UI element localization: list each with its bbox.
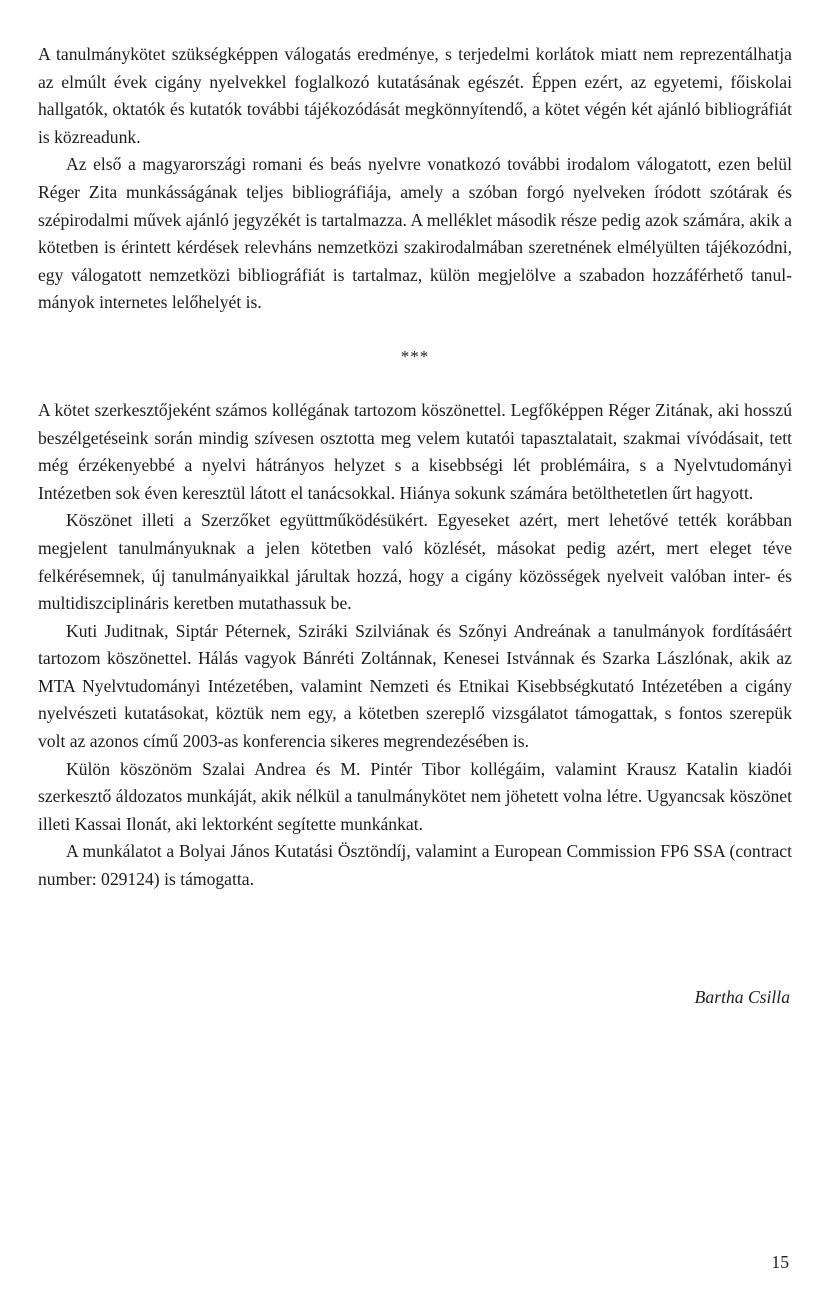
page-body	[38, 41, 792, 1008]
section-separator: ***	[400, 346, 430, 366]
paragraph-bibliography-intro: A tanulmánykötet szükségképpen válogatás eredménye, s terjedelmi korlátok miatt nem reprezentálhatja az elmúlt évek cigány nyelvekkel foglalkozó kutatásának egészét. Éppen ezért, az egyetemi, főiskolai hallgatók, oktatók és kutatók további tájékozódását megkönnyítendő, a kötet végén két ajánló bibliográfiát is közreadunk.	[38, 44, 792, 147]
author-signature: Bartha Csilla	[694, 986, 790, 1007]
paragraph-acknowledgement-authors: Köszönet illeti a Szerzőket együttműködésükért. Egyeseket azért, mert lehetővé tették korábban megjelent tanulmányuknak a jelen kötetben való közlését, másokat pedig azért, mert eleget téve felkérésemnek, új tanulmányaikkal járultak hozzá, hogy a cigány közösségek nyelveit valóban inter- és multidiszciplináris keretben mutathassuk be.	[38, 510, 792, 614]
paragraph-acknowledgement-reger: A kötet szerkesztőjeként számos kollégának tartozom köszönettel. Legfőképpen Réger Zitának, aki hosszú beszélgetéseink során mindig szívesen osztotta meg velem kutatói tapasztalatait, szakmai vívódásait, tett még érzékenyebbé a nyelvi hátrányos helyzet s a kisebbségi lét problémáira, s a Nyelvtudományi Intézetben sok éven keresztül látott el tanácsokkal. Hiánya sokunk számára betölthetetlen űrt hagyott.	[38, 399, 792, 503]
paragraph-acknowledgement-funding: A munkálatot a Bolyai János Kutatási Ösztöndíj, valamint a European Commission FP6 SSA (contract number: 029124) is támogatta.	[38, 841, 792, 890]
page-number: 15	[771, 1252, 789, 1272]
paragraph-acknowledgement-translators: Kuti Juditnak, Siptár Péternek, Sziráki Szilviának és Szőnyi Andreának a tanulmányok fordításáért tartozom köszönettel. Hálás vagyok Bánréti Zoltánnak, Kenesei Istvánnak és Szarka Lászlónak, akik az MTA Nyelvtudományi Intézetében, valamint Nemzeti és Etnikai Kisebbségkutató Intézetében a cigány nyelvészeti kutatásokat, köztük nem egy, a kötetben szereplő vizsgálatot támogattak, s fontos szerepük volt az azonos című 2003-as konferencia sikeres megrendezésében is.	[38, 620, 792, 752]
paragraph-acknowledgement-colleagues: Külön köszönöm Szalai Andrea és M. Pintér Tibor kollégáim, valamint Krausz Katalin kiadói szerkesztő áldozatos munkáját, akik nélkül a tanulmánykötet nem jöhetett volna létre. Ugyancsak köszönet illeti Kassai Ilonát, aki lektorként segítette munkánkat.	[38, 758, 792, 834]
paragraph-bibliography-details: Az első a magyarországi romani és beás nyelvre vonatkozó további irodalom válogatott, ezen belül Réger Zita munkásságának teljes bibliográfiája, amely a szóban forgó nyelveken íródott szótárak és szépirodalmi művek ajánló jegyzékét is tartalmazza. A melléklet második része pedig azok számára, akik a kötetben is érintett kérdések relevháns nemzetközi szakirodalmában szeretnének elmélyülten tájékozódni, egy válogatott nemzetközi bibliográfiát is tartalmaz, külön megjelölve a szabadon hozzáférhető tanulmányok internetes lelőhelyét is.	[38, 154, 792, 313]
